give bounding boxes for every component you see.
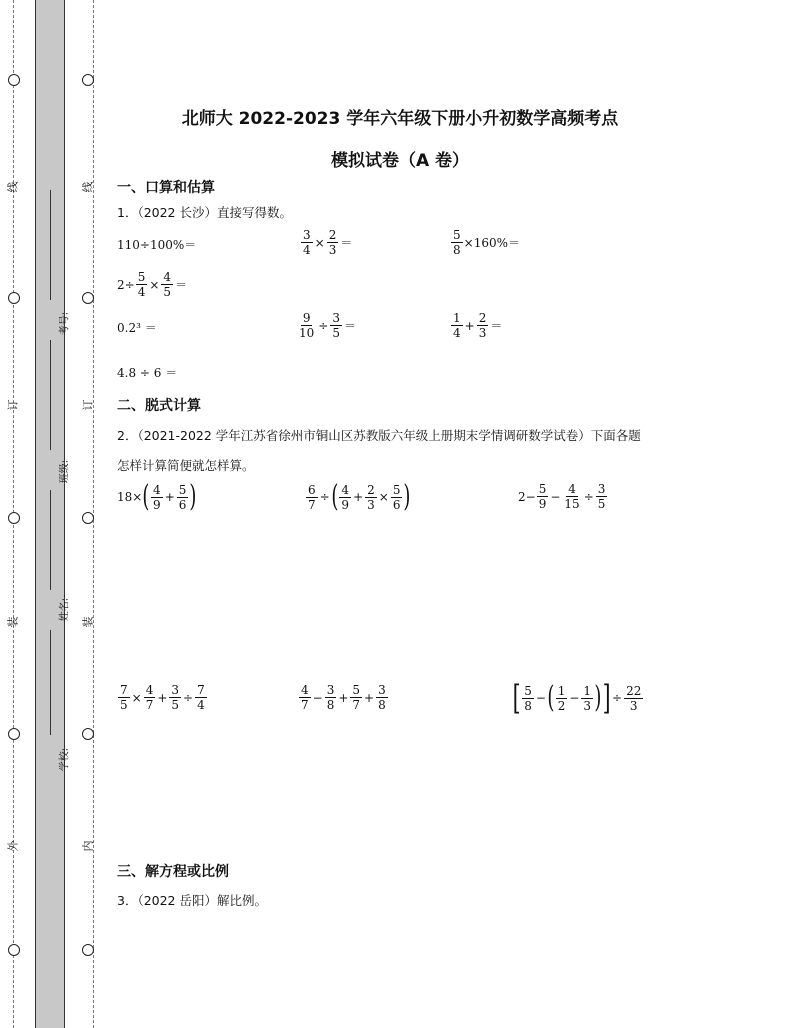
fraction: $\frac{4}{7}$ (145, 683, 154, 712)
school-line[interactable] (50, 630, 51, 735)
name-label: 姓名: (59, 597, 71, 622)
exam-number-line[interactable] (50, 190, 51, 300)
question-2-line2: 怎样计算简便就怎样算。 (117, 458, 255, 473)
binding-hole (8, 512, 20, 524)
section1-heading: 一、口算和估算 (117, 180, 215, 196)
expr-text: 110÷100%＝ (117, 238, 197, 252)
binding-hole (82, 74, 94, 86)
question-1: 1．（2022 长沙）直接写得数。 (117, 205, 292, 220)
fraction: $\frac{4}{9}$ (341, 482, 350, 512)
fraction: $\frac{3}{8}$ (326, 683, 335, 712)
calc-expression: $\frac{4}{7}$ − $\frac{3}{8}$ + $\frac{5}{7}$ + $\frac{3}{8}$ (301, 683, 386, 712)
binding-hole (8, 728, 20, 740)
page-title-line1: 北师大 2022-2023 学年六年级下册小升初数学高频考点 (181, 109, 619, 129)
fraction: $\frac{5}{4}$ (137, 270, 146, 299)
fraction: $\frac{5}{6}$ (178, 482, 187, 512)
fraction: $\frac{1}{2}$ (557, 683, 566, 713)
fraction: $\frac{3}{8}$ (378, 683, 386, 712)
fraction: $\frac{6}{7}$ (308, 482, 316, 512)
calc-item: $\frac{1}{4}$ + $\frac{2}{3}$ ＝ (453, 311, 503, 340)
school-label: 学校: (59, 747, 71, 772)
margin-char: 线 (81, 181, 95, 193)
fraction: $\frac{7}{5}$ (120, 683, 128, 712)
fraction: $\frac{3}{5}$ (597, 482, 606, 511)
calc-expression: $\frac{6}{7}$ ÷ ( $\frac{4}{9}$ + $\frac{2}{3}$ × $\frac{5}{6}$ ) (308, 479, 411, 514)
calc-expression: 2− $\frac{5}{9}$ − $\frac{4}{15}$ ÷ $\frac{3}{5}$ (518, 482, 606, 511)
fraction: $\frac{4}{5}$ (163, 270, 172, 299)
section3-heading: 三、解方程或比例 (117, 864, 229, 880)
fraction: $\frac{5}{8}$ (453, 228, 461, 257)
binding-hole (82, 728, 94, 740)
fraction: $\frac{4}{15}$ (564, 482, 580, 511)
binding-hole (82, 944, 94, 956)
fraction: $\frac{5}{8}$ (524, 683, 532, 713)
calc-expression: [ $\frac{5}{8}$ − ( $\frac{1}{2}$ − $\frac{1}{3}$ ) ] ÷ $\frac{22}{3}$ (512, 678, 642, 718)
margin-char: 装 (81, 616, 95, 628)
section2-heading: 二、脱式计算 (117, 398, 201, 414)
margin-char: 内 (81, 840, 95, 852)
calc-expression: 18× ( $\frac{4}{9}$ + $\frac{5}{6}$ ) (117, 479, 197, 514)
fraction: $\frac{2}{3}$ (367, 482, 375, 512)
fraction: $\frac{3}{5}$ (171, 683, 180, 712)
binding-hole (8, 292, 20, 304)
fraction: $\frac{2}{3}$ (328, 228, 337, 257)
name-line[interactable] (50, 490, 51, 590)
fraction: $\frac{1}{4}$ (453, 311, 461, 340)
fraction: $\frac{5}{6}$ (392, 482, 401, 512)
binding-hole (82, 292, 94, 304)
fraction: $\frac{4}{9}$ (153, 482, 161, 512)
question-3: 3．（2022 岳阳）解比例。 (117, 893, 267, 908)
margin-char: 装 (6, 616, 20, 628)
calc-item: 0.2³ ＝ (117, 321, 157, 335)
exam-number-label: 考号: (59, 311, 71, 336)
calc-item: $\frac{9}{10}$ ÷ $\frac{3}{5}$ ＝ (299, 311, 356, 340)
fraction: $\frac{22}{3}$ (626, 683, 642, 713)
class-line[interactable] (50, 340, 51, 450)
question-2-line1: 2．（2021-2022 学年江苏省徐州市铜山区苏教版六年级上册期末学情调研数学试卷）下面各题 (117, 428, 641, 443)
margin-char: 外 (6, 840, 20, 852)
calc-item: 2÷ $\frac{5}{4}$ × $\frac{4}{5}$ ＝ (117, 270, 188, 299)
binding-hole (8, 944, 20, 956)
page-title-line2: 模拟试卷（A 卷） (330, 151, 470, 171)
calc-item: $\frac{5}{8}$ ×160%＝ (453, 228, 521, 257)
class-label: 班级: (59, 459, 71, 484)
fraction: $\frac{7}{4}$ (197, 683, 205, 712)
margin-char: 订 (6, 399, 20, 411)
fraction: $\frac{3}{4}$ (303, 228, 311, 257)
calc-expression: $\frac{7}{5}$ × $\frac{4}{7}$ + $\frac{3}{5}$ ÷ $\frac{7}{4}$ (120, 683, 205, 712)
fraction: $\frac{4}{7}$ (301, 683, 309, 712)
binding-hole (82, 512, 94, 524)
fraction: $\frac{3}{5}$ (332, 311, 340, 340)
calc-item (117, 236, 196, 253)
fraction: $\frac{5}{7}$ (352, 683, 361, 712)
fraction: $\frac{2}{3}$ (478, 311, 487, 340)
fraction: $\frac{1}{3}$ (583, 683, 592, 713)
binding-hole (8, 74, 20, 86)
margin-char: 订 (81, 399, 95, 411)
calc-item: 4.8 ÷ 6 ＝ (117, 366, 178, 380)
fraction: $\frac{5}{9}$ (538, 482, 547, 511)
fraction: $\frac{9}{10}$ (299, 311, 315, 340)
margin-char: 线 (6, 181, 20, 193)
calc-item: $\frac{3}{4}$ × $\frac{2}{3}$ ＝ (303, 228, 353, 257)
